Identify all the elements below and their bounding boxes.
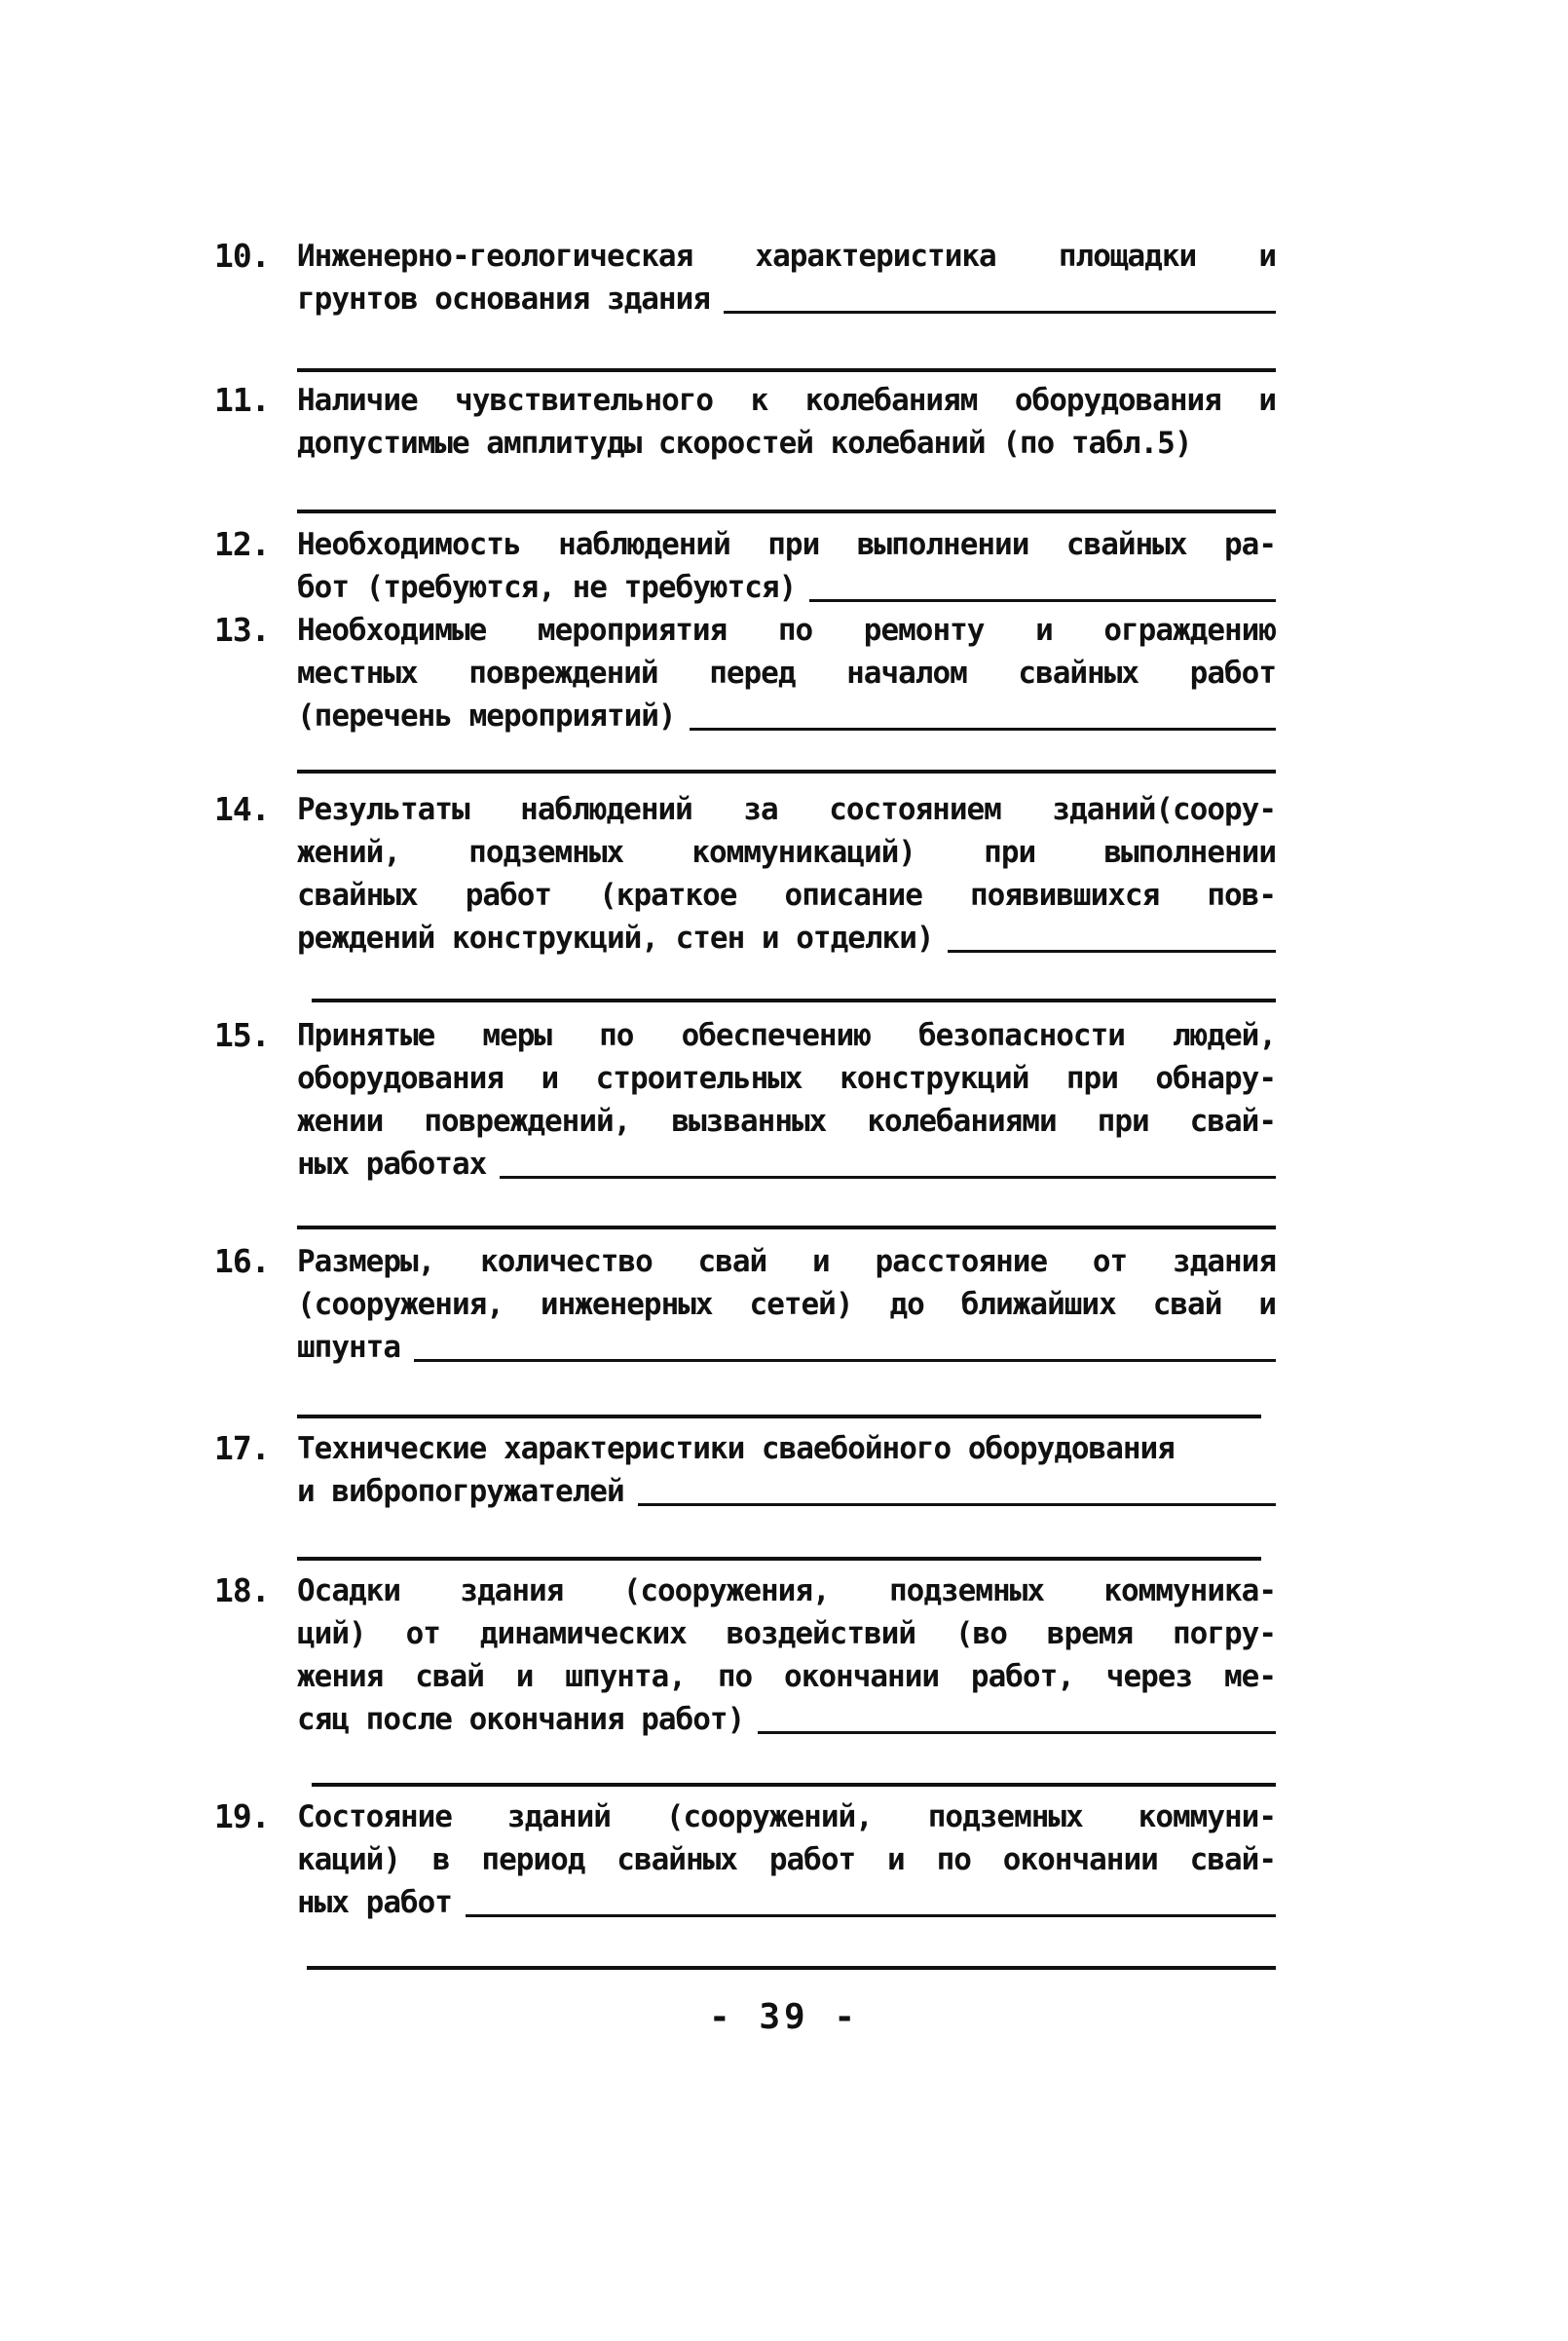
- item-text-line: Принятые меры по обеспечению безопасности людей,: [297, 1018, 1276, 1053]
- item-text-line: ций) от динамических воздействий (во время погру-: [297, 1616, 1276, 1651]
- item-number: 16.: [214, 1242, 270, 1280]
- item-number: 19.: [214, 1797, 270, 1835]
- item-text-line: Необходимость наблюдений при выполнении свайных ра-: [297, 527, 1276, 562]
- item-number: 13.: [214, 611, 270, 649]
- item-number: 12.: [214, 525, 270, 563]
- item-text-line: Инженерно-геологическая характеристика площадки и: [297, 239, 1276, 274]
- item-text-line-fill: (перечень мероприятий): [297, 694, 1276, 738]
- item-text-line: Необходимые мероприятия по ремонту и ограждению: [297, 613, 1276, 648]
- fill-in-blank: [724, 311, 1276, 314]
- fill-in-blank: [638, 1503, 1276, 1506]
- fill-in-blank: [809, 599, 1276, 602]
- item-number: 18.: [214, 1571, 270, 1609]
- answer-rule: [297, 510, 1276, 513]
- item-text-line-fill: грунтов основания здания: [297, 277, 1276, 321]
- item-text-line: оборудования и строительных конструкций при обнару-: [297, 1061, 1276, 1096]
- item-number: 11.: [214, 381, 270, 419]
- answer-rule: [312, 1783, 1276, 1787]
- item-text-line-fill: сяц после окончания работ): [297, 1697, 1276, 1742]
- answer-rule: [297, 770, 1276, 774]
- fill-in-blank: [466, 1914, 1276, 1917]
- fill-in-blank: [758, 1731, 1276, 1734]
- item-text-line: местных повреждений перед началом свайных работ: [297, 656, 1276, 691]
- item-text-line: каций) в период свайных работ и по окончании свай-: [297, 1842, 1276, 1877]
- item-number: 17.: [214, 1429, 270, 1467]
- answer-rule: [297, 1415, 1261, 1418]
- answer-rule: [297, 1226, 1276, 1229]
- item-text-line: Наличие чувствительного к колебаниям оборудования и: [297, 383, 1276, 418]
- fill-in-blank: [500, 1176, 1276, 1179]
- item-text-line: Технические характеристики сваебойного оборудования: [297, 1431, 1175, 1466]
- item-number: 10.: [214, 237, 270, 275]
- item-text-line: Результаты наблюдений за состоянием зданий(соору-: [297, 792, 1276, 827]
- item-number: 14.: [214, 790, 270, 828]
- fill-in-blank: [948, 950, 1276, 953]
- item-text-line: Состояние зданий (сооружений, подземных коммуни-: [297, 1799, 1276, 1834]
- item-text-line-fill: ных работах: [297, 1142, 1276, 1187]
- item-text-line-fill: шпунта: [297, 1325, 1276, 1370]
- page-number: - 39 -: [708, 1997, 860, 2037]
- answer-rule: [312, 999, 1276, 1002]
- item-text-line: Размеры, количество свай и расстояние от здания: [297, 1244, 1276, 1279]
- answer-rule: [297, 1557, 1261, 1561]
- item-text-line: жении повреждений, вызванных колебаниями при свай-: [297, 1104, 1276, 1139]
- item-text-line: Осадки здания (сооружения, подземных коммуника-: [297, 1573, 1276, 1608]
- item-text-line: жений, подземных коммуникаций) при выполнении: [297, 835, 1276, 870]
- item-text-line-fill: бот (требуются, не требуются): [297, 565, 1276, 610]
- item-text-line: (сооружения, инженерных сетей) до ближайших свай и: [297, 1287, 1276, 1322]
- fill-in-blank: [414, 1359, 1276, 1362]
- answer-rule: [307, 1966, 1276, 1970]
- item-text-line: жения свай и шпунта, по окончании работ, через ме-: [297, 1659, 1276, 1694]
- item-text-line-fill: реждений конструкций, стен и отделки): [297, 916, 1276, 961]
- item-text-line-fill: и вибропогружателей: [297, 1469, 1276, 1514]
- item-text-line: свайных работ (краткое описание появившихся пов-: [297, 878, 1276, 913]
- fill-in-blank: [690, 728, 1276, 731]
- item-text-line-fill: ных работ: [297, 1880, 1276, 1925]
- item-text-line: допустимые амплитуды скоростей колебаний (по табл.5): [297, 426, 1192, 461]
- answer-rule: [297, 368, 1276, 372]
- item-number: 15.: [214, 1016, 270, 1054]
